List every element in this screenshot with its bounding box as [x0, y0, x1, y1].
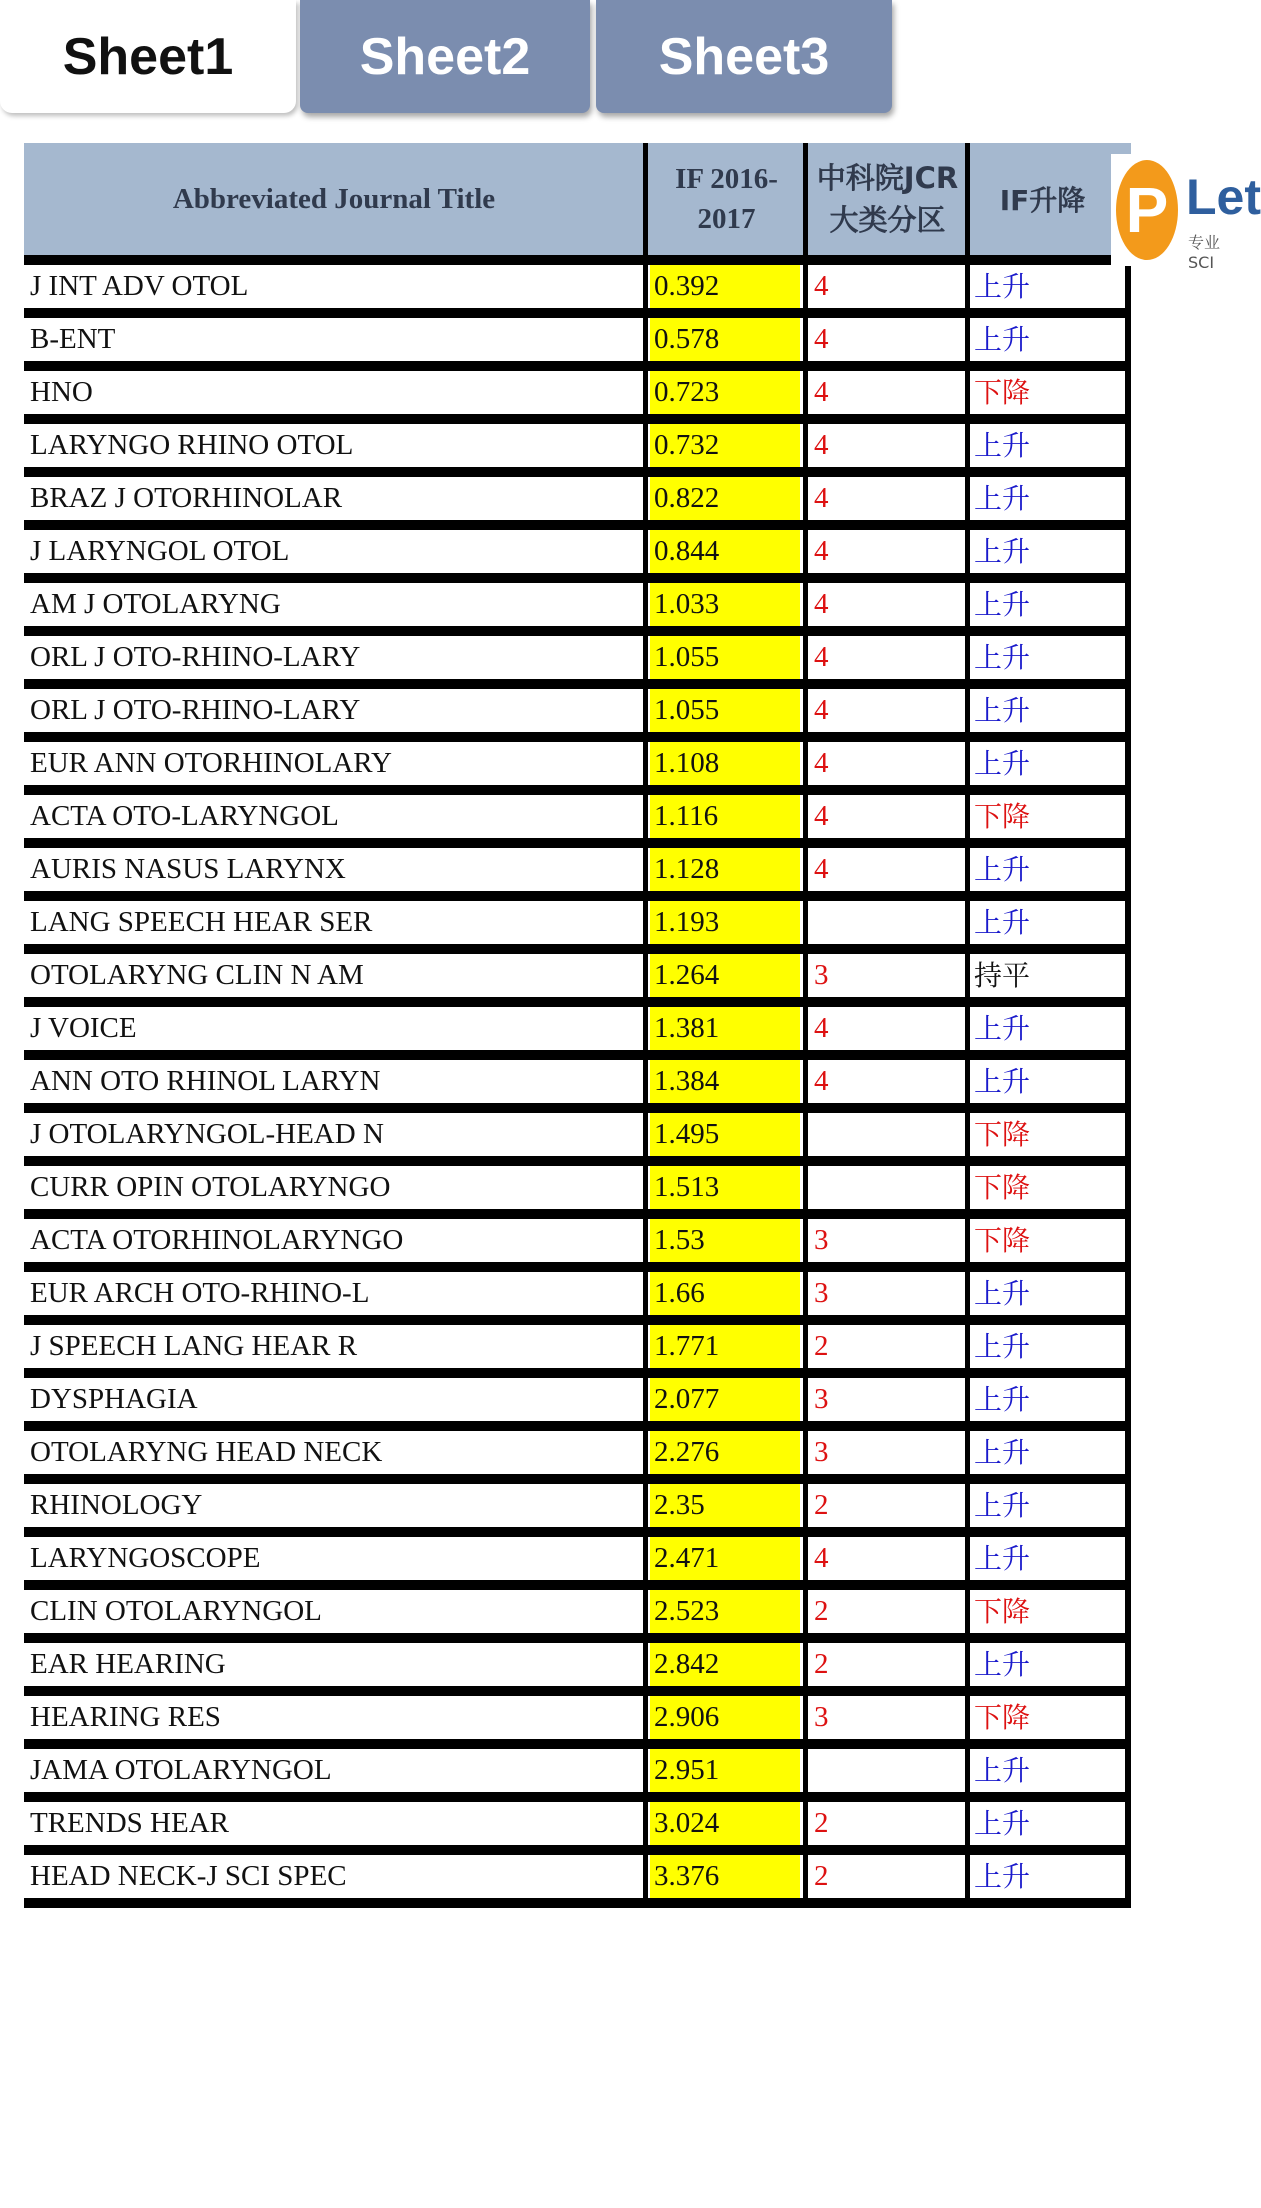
journal-title-cell[interactable]: J VOICE	[30, 1012, 137, 1044]
impact-factor-cell[interactable]: 1.381	[650, 1007, 800, 1050]
if-change-cell[interactable]: 上升	[974, 1648, 1031, 1681]
journal-title-cell[interactable]: HEAD NECK-J SCI SPEC	[30, 1860, 347, 1892]
if-change-cell[interactable]: 上升	[974, 1860, 1031, 1893]
jcr-zone-cell[interactable]: 3	[814, 1383, 829, 1415]
jcr-zone-cell[interactable]: 4	[814, 800, 829, 832]
journal-title-cell[interactable]: TRENDS HEAR	[30, 1807, 229, 1839]
jcr-zone-cell[interactable]: 4	[814, 1012, 829, 1044]
impact-factor-cell[interactable]: 2.35	[650, 1484, 800, 1527]
impact-factor-cell[interactable]: 2.951	[650, 1749, 800, 1792]
letpub-logo	[1111, 154, 1261, 272]
jcr-zone-cell[interactable]: 4	[814, 376, 829, 408]
jcr-zone-cell[interactable]: 2	[814, 1595, 829, 1627]
sheet-tabs	[0, 0, 1242, 113]
column-divider	[965, 143, 970, 1908]
journal-title-cell[interactable]: J SPEECH LANG HEAR R	[30, 1330, 358, 1362]
impact-factor-cell[interactable]: 1.513	[650, 1166, 800, 1209]
if-change-cell[interactable]: 上升	[974, 1754, 1031, 1787]
impact-factor-cell[interactable]: 1.033	[650, 583, 800, 626]
if-change-cell[interactable]: 下降	[974, 1224, 1031, 1257]
impact-factor-cell[interactable]: 3.376	[650, 1855, 800, 1898]
jcr-zone-cell[interactable]: 4	[814, 429, 829, 461]
impact-factor-cell[interactable]: 0.723	[650, 371, 800, 414]
journal-title-cell[interactable]: DYSPHAGIA	[30, 1383, 198, 1415]
jcr-zone-cell[interactable]: 4	[814, 482, 829, 514]
journal-title-cell[interactable]: HEARING RES	[30, 1701, 221, 1733]
journal-title-cell[interactable]: ANN OTO RHINOL LARYN	[30, 1065, 381, 1097]
header-jcr-line1: 中科院JCR	[816, 161, 959, 195]
impact-factor-cell[interactable]: 1.384	[650, 1060, 800, 1103]
if-change-cell[interactable]: 上升	[974, 1383, 1031, 1416]
jcr-zone-cell[interactable]: 2	[814, 1330, 829, 1362]
column-divider	[643, 143, 648, 1908]
if-change-cell[interactable]: 上升	[974, 694, 1031, 727]
if-change-cell[interactable]: 上升	[974, 1807, 1031, 1840]
logo-brand-text: Let	[1186, 169, 1261, 225]
jcr-zone-cell[interactable]: 4	[814, 323, 829, 355]
journal-title-cell[interactable]: LARYNGO RHINO OTOL	[30, 429, 354, 461]
header-if-change: IF升降	[999, 184, 1086, 217]
if-change-cell[interactable]: 下降	[974, 800, 1031, 833]
impact-factor-cell[interactable]: 0.578	[650, 318, 800, 361]
journal-table	[24, 143, 1131, 1908]
journal-title-cell[interactable]: BRAZ J OTORHINOLAR	[30, 482, 343, 514]
journal-title-cell[interactable]: LANG SPEECH HEAR SER	[30, 906, 373, 938]
impact-factor-cell[interactable]: 1.193	[650, 901, 800, 944]
impact-factor-cell[interactable]: 2.842	[650, 1643, 800, 1686]
journal-title-cell[interactable]: B-ENT	[30, 323, 116, 355]
jcr-zone-cell[interactable]	[810, 1113, 960, 1156]
journal-title-cell[interactable]: CURR OPIN OTOLARYNGO	[30, 1171, 391, 1203]
impact-factor-cell[interactable]: 3.024	[650, 1802, 800, 1845]
impact-factor-cell[interactable]: 0.822	[650, 477, 800, 520]
header-jcr-zone	[809, 143, 966, 255]
journal-title-cell[interactable]: AM J OTOLARYNG	[30, 588, 281, 620]
journal-title-cell[interactable]: ORL J OTO-RHINO-LARY	[30, 641, 361, 673]
table-right-border	[1125, 265, 1131, 1908]
column-divider	[803, 143, 808, 1908]
impact-factor-cell[interactable]: 1.055	[650, 636, 800, 679]
journal-title-cell[interactable]: ACTA OTORHINOLARYNGO	[30, 1224, 404, 1256]
jcr-zone-cell[interactable]: 4	[814, 588, 829, 620]
jcr-zone-cell[interactable]: 4	[814, 641, 829, 673]
impact-factor-cell[interactable]: 2.523	[650, 1590, 800, 1633]
impact-factor-cell[interactable]: 0.844	[650, 530, 800, 573]
if-change-cell[interactable]: 上升	[974, 1489, 1031, 1522]
if-change-cell[interactable]: 下降	[974, 1171, 1031, 1204]
journal-title-cell[interactable]: HNO	[30, 376, 93, 408]
header-impact-factor	[649, 143, 804, 255]
jcr-zone-cell[interactable]	[810, 1749, 960, 1792]
impact-factor-cell[interactable]: 1.53	[650, 1219, 800, 1262]
jcr-zone-cell[interactable]: 3	[814, 1277, 829, 1309]
journal-title-cell[interactable]: J INT ADV OTOL	[30, 270, 249, 302]
impact-factor-cell[interactable]: 1.495	[650, 1113, 800, 1156]
tab-sheet2[interactable]: Sheet2	[300, 0, 590, 113]
header-if-line2: 2017	[697, 203, 756, 235]
impact-factor-cell[interactable]: 0.732	[650, 424, 800, 467]
header-jcr-line2: 大类分区	[829, 203, 946, 237]
journal-title-cell[interactable]: J OTOLARYNGOL-HEAD N	[30, 1118, 384, 1150]
journal-title-cell[interactable]: AURIS NASUS LARYNX	[30, 853, 346, 885]
if-change-cell[interactable]: 上升	[974, 1330, 1031, 1363]
if-change-cell[interactable]: 上升	[974, 1012, 1031, 1045]
logo-p-icon: P	[1116, 160, 1178, 260]
if-change-cell[interactable]: 下降	[974, 1595, 1031, 1628]
journal-title-cell[interactable]: OTOLARYNG CLIN N AM	[30, 959, 364, 991]
jcr-zone-cell[interactable]: 2	[814, 1807, 829, 1839]
if-change-cell[interactable]: 上升	[974, 1542, 1031, 1575]
journal-title-cell[interactable]: LARYNGOSCOPE	[30, 1542, 261, 1574]
if-change-cell[interactable]: 上升	[974, 853, 1031, 886]
impact-factor-cell[interactable]: 1.108	[650, 742, 800, 785]
impact-factor-cell[interactable]: 2.471	[650, 1537, 800, 1580]
jcr-zone-cell[interactable]: 4	[814, 747, 829, 779]
impact-factor-cell[interactable]: 1.264	[650, 954, 800, 997]
if-change-cell[interactable]: 上升	[974, 482, 1031, 515]
if-change-cell[interactable]: 下降	[974, 376, 1031, 409]
journal-title-cell[interactable]: ACTA OTO-LARYNGOL	[30, 800, 339, 832]
if-change-cell[interactable]: 上升	[974, 641, 1031, 674]
impact-factor-cell[interactable]: 2.276	[650, 1431, 800, 1474]
jcr-zone-cell[interactable]: 2	[814, 1648, 829, 1680]
jcr-zone-cell[interactable]: 4	[814, 1542, 829, 1574]
journal-title-cell[interactable]: EUR ARCH OTO-RHINO-L	[30, 1277, 370, 1309]
impact-factor-cell[interactable]: 1.66	[650, 1272, 800, 1315]
if-change-cell[interactable]: 上升	[974, 1065, 1031, 1098]
jcr-zone-cell[interactable]: 4	[814, 694, 829, 726]
jcr-zone-cell[interactable]: 4	[814, 270, 829, 302]
if-change-cell[interactable]: 上升	[974, 1277, 1031, 1310]
jcr-zone-cell[interactable]	[810, 1166, 960, 1209]
journal-title-cell[interactable]: EAR HEARING	[30, 1648, 226, 1680]
jcr-zone-cell[interactable]: 2	[814, 1489, 829, 1521]
if-change-cell[interactable]: 上升	[974, 588, 1031, 621]
impact-factor-cell[interactable]: 1.771	[650, 1325, 800, 1368]
if-change-cell[interactable]: 上升	[974, 270, 1031, 303]
journal-title-cell[interactable]: OTOLARYNG HEAD NECK	[30, 1436, 383, 1468]
jcr-zone-cell[interactable]: 4	[814, 535, 829, 567]
jcr-zone-cell[interactable]: 3	[814, 1224, 829, 1256]
if-change-cell[interactable]: 上升	[974, 906, 1031, 939]
impact-factor-cell[interactable]: 2.906	[650, 1696, 800, 1739]
if-change-cell[interactable]: 上升	[974, 747, 1031, 780]
logo-tagline: 专业SCI	[1188, 233, 1221, 272]
jcr-zone-cell[interactable]: 3	[814, 1436, 829, 1468]
journal-title-cell[interactable]: EUR ANN OTORHINOLARY	[30, 747, 392, 779]
jcr-zone-cell[interactable]: 3	[814, 1701, 829, 1733]
jcr-zone-cell[interactable]: 2	[814, 1860, 829, 1892]
if-change-cell[interactable]: 上升	[974, 429, 1031, 462]
journal-title-cell[interactable]: RHINOLOGY	[30, 1489, 203, 1521]
impact-factor-cell[interactable]: 1.055	[650, 689, 800, 732]
header-journal-title: Abbreviated Journal Title	[172, 182, 496, 215]
jcr-zone-cell[interactable]: 4	[814, 853, 829, 885]
impact-factor-cell[interactable]: 0.392	[650, 265, 800, 308]
if-change-cell[interactable]: 下降	[974, 1701, 1031, 1734]
journal-title-cell[interactable]: CLIN OTOLARYNGOL	[30, 1595, 322, 1627]
tab-sheet1[interactable]: Sheet1	[0, 0, 296, 113]
impact-factor-cell[interactable]: 1.116	[650, 795, 800, 838]
jcr-zone-cell[interactable]: 4	[814, 1065, 829, 1097]
impact-factor-cell[interactable]: 1.128	[650, 848, 800, 891]
journal-title-cell[interactable]: J LARYNGOL OTOL	[30, 535, 290, 567]
journal-title-cell[interactable]: JAMA OTOLARYNGOL	[30, 1754, 332, 1786]
if-change-cell[interactable]: 下降	[974, 1118, 1031, 1151]
if-change-cell[interactable]: 上升	[974, 535, 1031, 568]
jcr-zone-cell[interactable]: 3	[814, 959, 829, 991]
header-if-line1: IF 2016-	[675, 163, 778, 195]
tab-sheet3[interactable]: Sheet3	[596, 0, 892, 113]
if-change-cell[interactable]: 上升	[974, 1436, 1031, 1469]
journal-title-cell[interactable]: ORL J OTO-RHINO-LARY	[30, 694, 361, 726]
if-change-cell[interactable]: 上升	[974, 323, 1031, 356]
jcr-zone-cell[interactable]	[810, 901, 960, 944]
if-change-cell[interactable]: 持平	[974, 959, 1031, 992]
impact-factor-cell[interactable]: 2.077	[650, 1378, 800, 1421]
